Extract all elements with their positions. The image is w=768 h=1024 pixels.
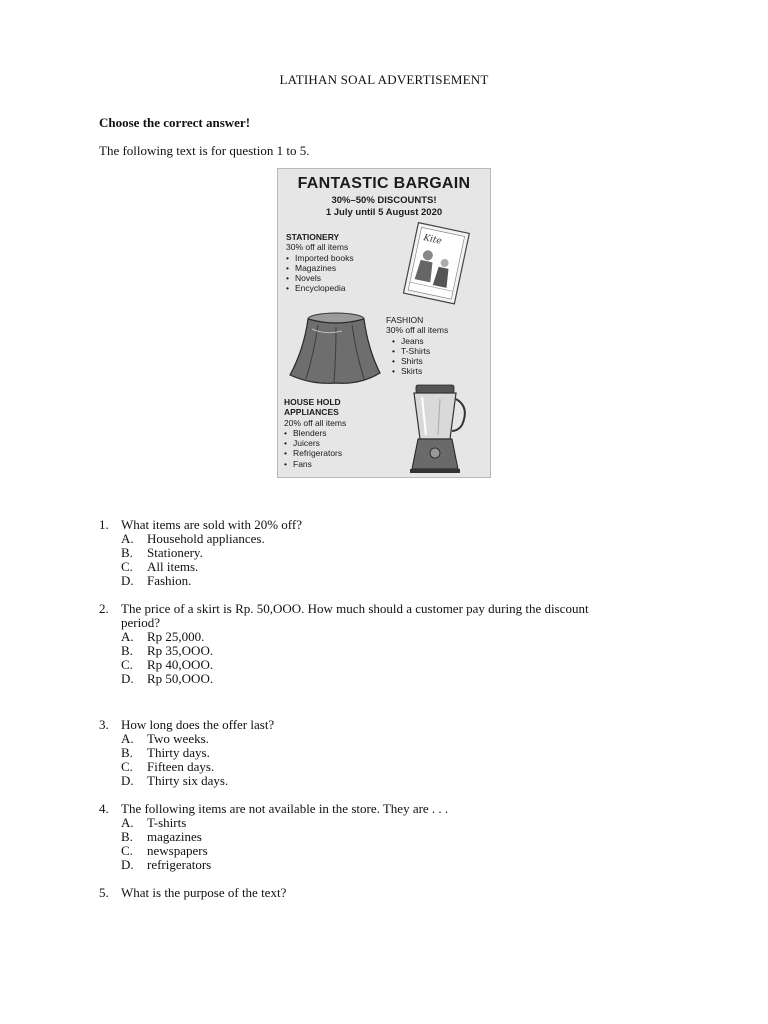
option-text: Thirty days. — [147, 745, 210, 760]
ad-subtitle: 30%–50% DISCOUNTS! — [331, 195, 437, 206]
option-text: All items. — [147, 559, 199, 574]
option-d — [121, 774, 228, 788]
question-number: 3. — [99, 717, 109, 732]
option-d — [121, 574, 191, 588]
option-text: T-shirts — [147, 815, 187, 830]
option-c — [121, 760, 214, 774]
option-text: Fifteen days. — [147, 759, 215, 774]
question-number: 5. — [99, 885, 109, 900]
stationery-section — [286, 232, 354, 294]
option-c — [121, 844, 208, 858]
option-text: Rp 50,OOO. — [147, 671, 214, 686]
stationery-heading: STATIONERY — [286, 232, 340, 242]
question-text: How long does the offer last? — [121, 717, 275, 732]
question-text-continued: period? — [121, 615, 160, 630]
question-text: The price of a skirt is Rp. 50,OOO. How much should a customer pay during the discount — [121, 601, 589, 616]
option-text: Two weeks. — [147, 731, 209, 746]
option-label: B. — [121, 643, 133, 658]
option-label: A. — [121, 815, 134, 830]
list-item: • Encyclopedia — [286, 283, 354, 293]
list-item: • Novels — [286, 273, 354, 283]
skirt-illustration — [284, 309, 384, 387]
option-label: D. — [121, 857, 134, 872]
question-number: 1. — [99, 517, 109, 532]
list-item: • Imported books — [286, 253, 354, 263]
option-text: newspapers — [147, 843, 208, 858]
question-text: What is the purpose of the text? — [121, 885, 287, 900]
appliances-list — [284, 428, 346, 469]
option-label: C. — [121, 843, 133, 858]
fashion-list — [386, 336, 448, 377]
option-b — [121, 644, 213, 658]
option-c — [121, 560, 198, 574]
magazine-illustration — [396, 221, 474, 309]
document-title: LATIHAN SOAL ADVERTISEMENT — [279, 72, 489, 87]
list-item: • Jeans — [386, 336, 448, 346]
option-label: D. — [121, 573, 134, 588]
option-a — [121, 732, 209, 746]
option-b — [121, 830, 202, 844]
option-a — [121, 532, 265, 546]
question-text: The following items are not available in the store. They are . . . — [121, 801, 449, 816]
list-item: • T-Shirts — [386, 346, 448, 356]
option-d — [121, 858, 211, 872]
option-label: C. — [121, 759, 133, 774]
list-item: • Skirts — [386, 366, 448, 376]
option-a — [121, 816, 186, 830]
option-text: refrigerators — [147, 857, 212, 872]
list-item: • Blenders — [284, 428, 346, 438]
stationery-list — [286, 253, 354, 294]
list-item: • Refrigerators — [284, 448, 346, 458]
appliances-section — [284, 397, 346, 469]
stationery-discount: 30% off all items — [286, 242, 349, 253]
fashion-discount: 30% off all items — [386, 325, 449, 336]
option-label: C. — [121, 657, 133, 672]
fashion-heading: FASHION — [386, 315, 424, 325]
option-d — [121, 672, 213, 686]
fashion-section — [386, 315, 448, 377]
option-c — [121, 658, 213, 672]
list-item: • Fans — [284, 459, 346, 469]
option-text: Rp 25,000. — [147, 629, 205, 644]
question-number: 2. — [99, 601, 109, 616]
option-b — [121, 746, 210, 760]
appliances-discount: 20% off all items — [284, 417, 347, 428]
option-label: A. — [121, 731, 134, 746]
option-label: A. — [121, 629, 134, 644]
option-text: Thirty six days. — [147, 773, 229, 788]
question-number: 4. — [99, 801, 109, 816]
option-label: A. — [121, 531, 134, 546]
svg-text:Kite: Kite — [422, 233, 443, 247]
list-item: • Juicers — [284, 438, 346, 448]
option-label: D. — [121, 773, 134, 788]
option-b — [121, 546, 203, 560]
intro-text: The following text is for question 1 to 5. — [99, 143, 310, 158]
ad-dates: 1 July until 5 August 2020 — [325, 207, 443, 218]
option-text: Rp 40,OOO. — [147, 657, 214, 672]
option-label: B. — [121, 545, 133, 560]
option-a — [121, 630, 204, 644]
option-label: D. — [121, 671, 134, 686]
ad-title: FANTASTIC BARGAIN — [297, 175, 471, 192]
appliances-heading-line1: HOUSE HOLD — [284, 397, 341, 407]
option-text: Stationery. — [147, 545, 203, 560]
option-label: B. — [121, 745, 133, 760]
option-label: C. — [121, 559, 133, 574]
blender-illustration — [396, 381, 474, 475]
appliances-heading-line2: APPLIANCES — [284, 407, 339, 418]
list-item: • Shirts — [386, 356, 448, 366]
question-text: What items are sold with 20% off? — [121, 517, 302, 532]
advertisement — [277, 168, 491, 478]
instruction: Choose the correct answer! — [99, 115, 251, 130]
option-text: magazines — [147, 829, 202, 844]
option-text: Fashion. — [147, 573, 192, 588]
option-text: Household appliances. — [147, 531, 265, 546]
list-item: • Magazines — [286, 263, 354, 273]
option-text: Rp 35,OOO. — [147, 643, 214, 658]
option-label: B. — [121, 829, 133, 844]
